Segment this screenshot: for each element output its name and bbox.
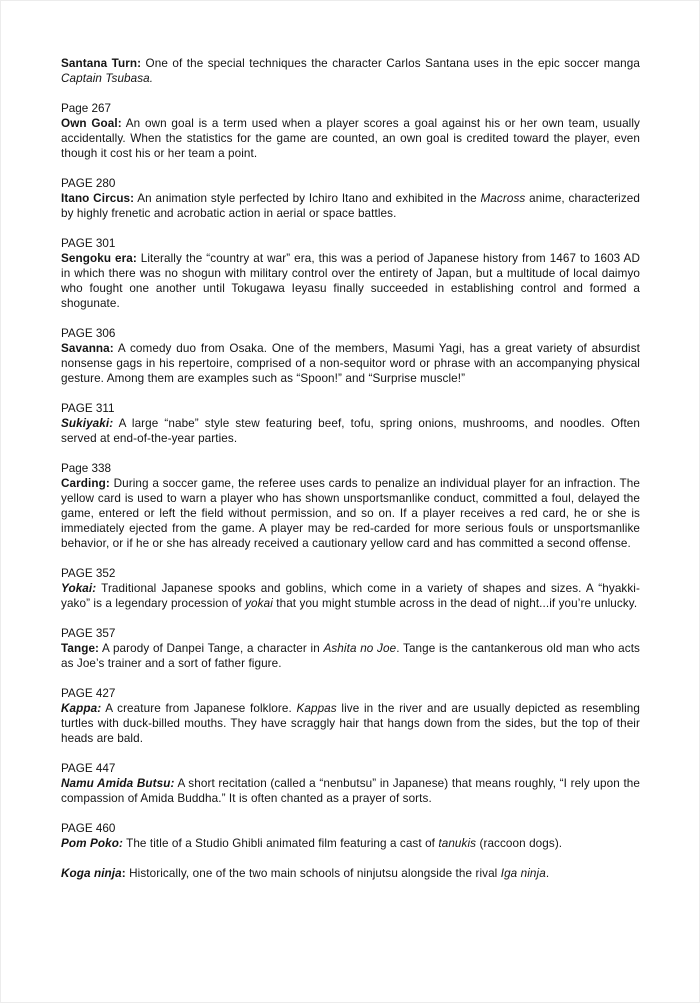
entry-text [61,476,640,551]
entry-text-segment: yokai [245,597,273,610]
page-number-label: PAGE 357 [61,627,116,640]
page-number-label: PAGE 280 [61,177,116,190]
entry-text-segment: tanukis [438,837,477,850]
entry-text-segment: Yokai: [61,582,97,595]
entry-text [61,416,640,446]
glossary-entry [61,761,640,806]
entry-text [61,341,640,386]
entry-text-segment: A short recitation (called a “nenbutsu” in Japanese) that means roughly, “I rely upon the compassion of Amida Buddha.” It is often chanted as a prayer of sorts. [61,777,640,805]
entry-text-segment: . Tange is the cantankerous old man who acts as Joe’s trainer and a sort of father figure. [61,642,641,670]
entry-text-segment: A creature from Japanese folklore. [101,702,297,715]
entry-text-segment: One of the special techniques the character Carlos Santana uses in the epic soccer manga [141,57,640,70]
entry-text-segment: live in the river and are usually depicted as resembling turtles with duck-billed mouths. They have scraggly hair that hangs down from the sides, but the top of their heads are bald. [61,702,640,745]
entry-text-segment: A parody of Danpei Tange, a character in [99,642,324,655]
entry-text-segment: Tange: [61,642,100,655]
entry-text-segment: . [545,867,550,880]
entry-text-segment: (raccoon dogs). [476,837,563,850]
entry-text-segment: Own Goal: [61,117,122,130]
entry-text-segment: A large “nabe” style stew featuring beef, tofu, spring onions, mushrooms, and noodles. Often served at end-of-the-year parties. [61,417,640,445]
page-number-label: PAGE 301 [61,237,116,250]
entry-text-segment: The title of a Studio Ghibli animated film featuring a cast of [122,837,439,850]
glossary-list [61,56,640,881]
entry-text-segment: Carding: [61,477,110,490]
entry-text [61,56,640,86]
entry-text-segment: Sengoku era: [61,252,137,265]
entry-text-segment: A comedy duo from Osaka. One of the members, Masumi Yagi, has a great variety of absurdist nonsense gags in his repertoire, comprised of a non-sequitor word or phrase with an accompanying physical gesture. Among them are examples such as “Spoon!” and “Surprise muscle!” [61,342,640,385]
entry-text [61,191,640,221]
page-number-label: Page 267 [61,102,112,115]
entry-text [61,701,640,746]
entry-text-segment: Kappas [296,702,337,715]
page-number-label: PAGE 311 [61,402,115,415]
entry-text [61,116,640,161]
entry-text [61,581,640,611]
entry-text-segment: Macross [480,192,526,205]
glossary-entry [61,101,640,161]
entry-text-segment: Koga ninja [61,867,122,880]
entry-text [61,251,640,311]
entry-text-segment: Literally the “country at war” era, this was a period of Japanese history from 1467 to 1603 AD in which there was no shogun with military control over the entirety of Japan, but a multitude of local daimyo who fought one another until Tokugawa Ieyasu finally succeeded in establishing control and formed a shogunate. [61,252,640,310]
entry-text-segment: Namu Amida Butsu: [61,777,175,790]
entry-text-segment: : [121,867,126,880]
page-number-label: PAGE 460 [61,822,116,835]
entry-text-segment: An animation style perfected by Ichiro Itano and exhibited in the [134,192,481,205]
entry-text-segment: Itano Circus: [61,192,135,205]
entry-text-segment: Kappa: [61,702,102,715]
entry-text-segment: Pom Poko: [61,837,123,850]
entry-text [61,776,640,806]
entry-text-segment: An own goal is a term used when a player scores a goal against his or her own team, usually accidentally. When the statistics for the game are counted, an own goal is credited toward the player, even though it cost his or her team a point. [61,117,641,160]
entry-text-segment: Savanna: [61,342,114,355]
page-number-label: PAGE 447 [61,762,116,775]
entry-text-segment: Sukiyaki: [61,417,114,430]
glossary-entry [61,56,640,86]
entry-text [61,866,640,881]
entry-text-segment: Iga ninja [500,867,546,880]
glossary-entry [61,566,640,611]
glossary-entry [61,176,640,221]
page-number-label: PAGE 306 [61,327,116,340]
entry-text [61,641,640,671]
glossary-entry [61,236,640,311]
glossary-entry [61,401,640,446]
glossary-entry [61,821,640,851]
glossary-entry [61,461,640,551]
entry-text [61,836,640,851]
entry-text-segment: During a soccer game, the referee uses cards to penalize an individual player for an infraction. The yellow card is used to warn a player who has shown unsportsmanlike conduct, committed a foul, delayed the game, entered or left the field without permission, and so on. If a player receives a red card, he or she is immediately ejected from the game. A player may be red-carded for more serious fouls or unsportsmanlike behavior, or if he or she has already received a cautionary yellow card and has committed a second offense. [61,477,640,550]
entry-text-segment: Santana Turn: [61,57,142,70]
glossary-entry [61,686,640,746]
entry-text-segment: anime, characterized by highly frenetic and acrobatic action in aerial or space battles. [61,192,640,220]
glossary-entry [61,866,640,881]
entry-text-segment: Traditional Japanese spooks and goblins, which come in a variety of shapes and sizes. A “hyakki-yako” is a legendary procession of [61,582,640,610]
entry-text-segment: that you might stumble across in the dead of night...if you’re unlucky. [272,597,638,610]
entry-text-segment: Historically, one of the two main schools of ninjutsu alongside the rival [125,867,501,880]
entry-text-segment: Captain Tsubasa [61,72,150,85]
glossary-entry [61,626,640,671]
page-number-label: PAGE 427 [61,687,116,700]
page-number-label: PAGE 352 [61,567,116,580]
entry-text-segment: . [149,72,154,85]
entry-text-segment: Ashita no Joe [323,642,397,655]
page-number-label: Page 338 [61,462,112,475]
glossary-entry [61,326,640,386]
